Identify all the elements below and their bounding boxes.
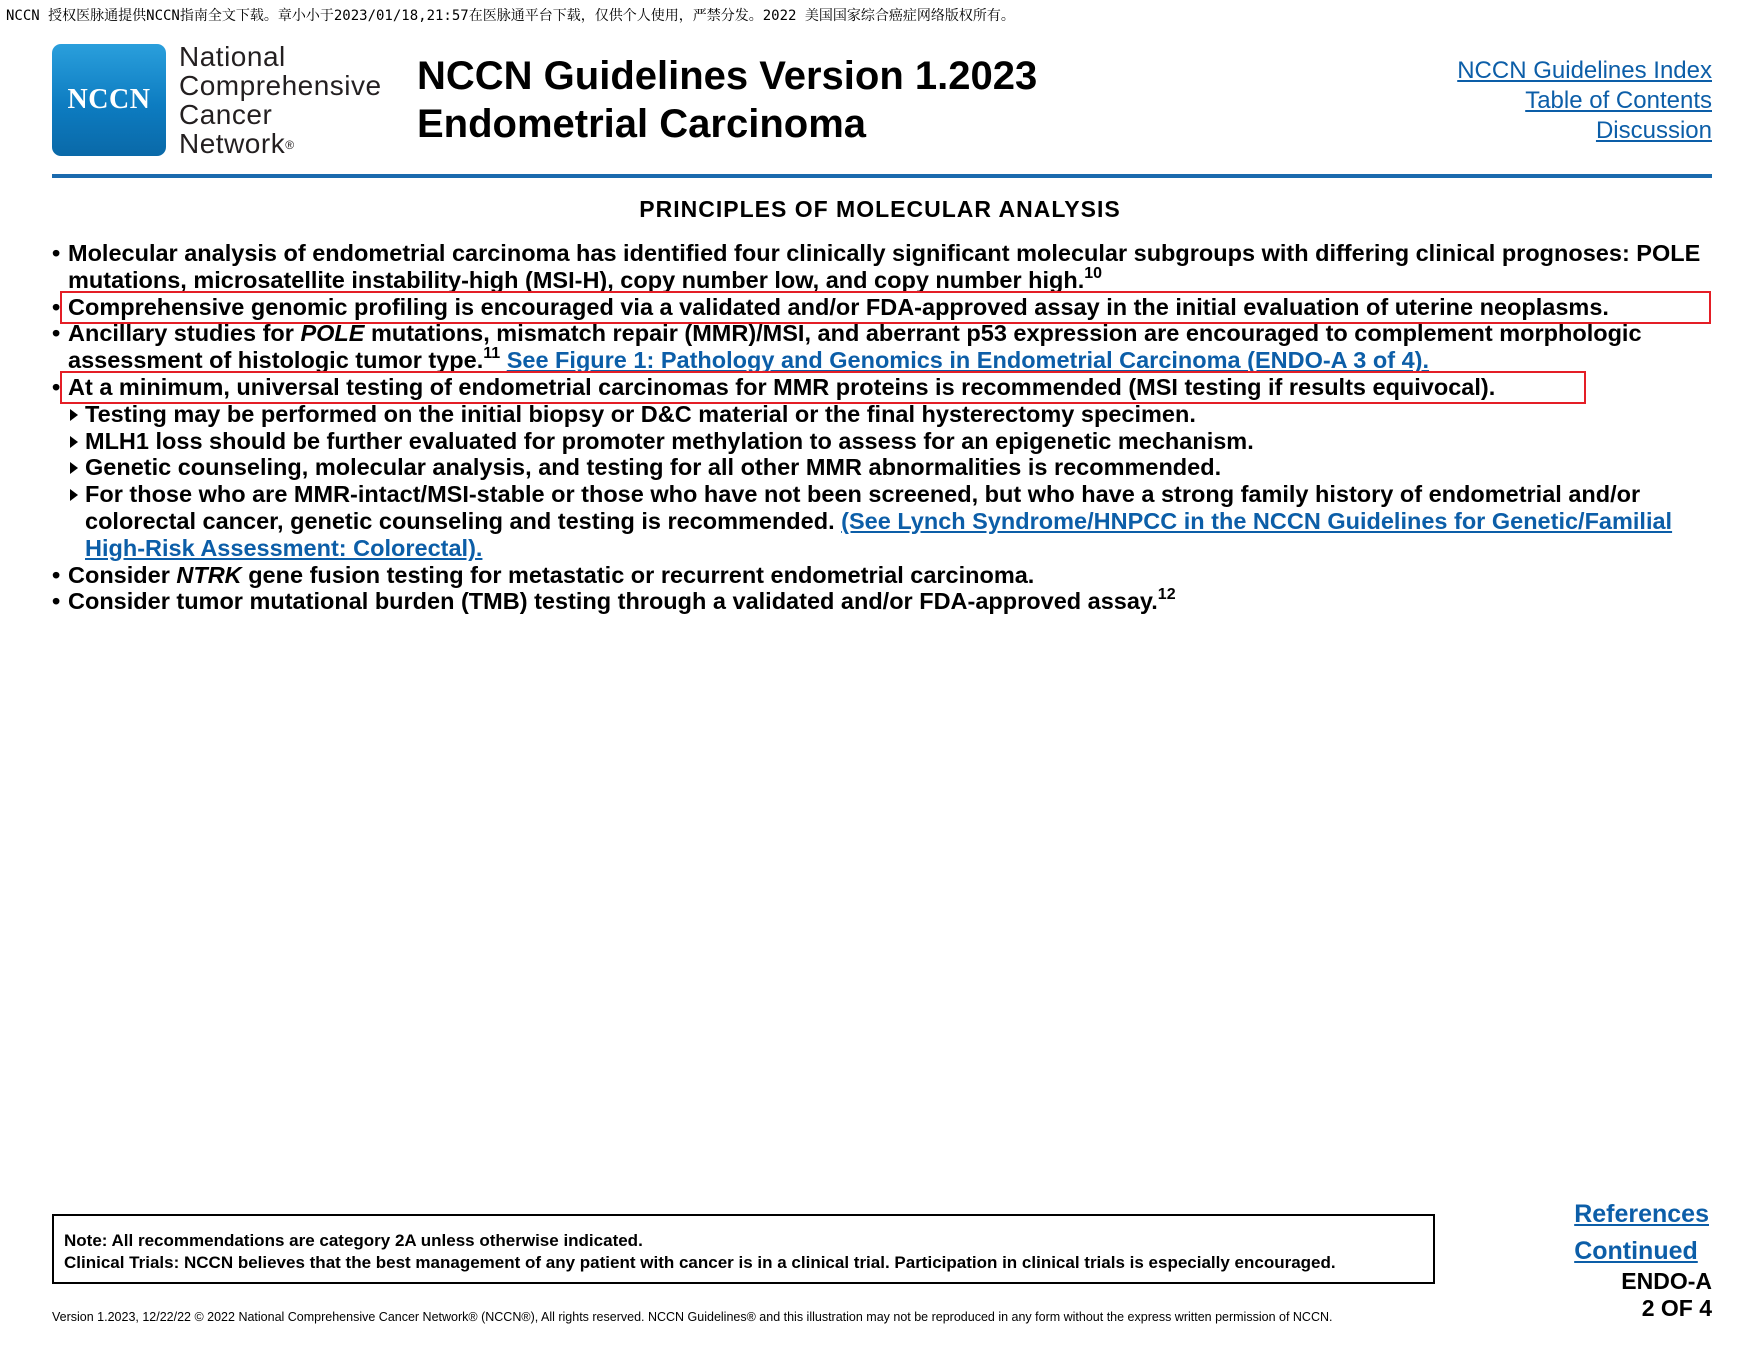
guideline-topic: Endometrial Carcinoma	[417, 102, 867, 146]
list-item	[52, 294, 1717, 321]
bottom-nav-links	[1574, 1196, 1709, 1270]
table-of-contents-link[interactable]: Table of Contents	[1525, 87, 1712, 114]
footnote-ref: 10	[1084, 264, 1103, 282]
note-box	[52, 1214, 1435, 1284]
figure-1-link[interactable]: See Figure 1: Pathology and Genomics in Endometrial Carcinoma (ENDO-A 3 of 4).	[506, 347, 1430, 374]
guideline-version: NCCN Guidelines Version 1.2023	[417, 54, 1038, 98]
sub-list-item: Genetic counseling, molecular analysis, and testing for all other MMR abnormalities is recommended.	[52, 454, 1717, 481]
registered-mark: ®	[285, 138, 295, 152]
footnote-ref: 12	[1157, 586, 1176, 604]
page-title	[417, 52, 1037, 148]
lynch-syndrome-link[interactable]: (See Lynch Syndrome/HNPCC in the NCCN Guidelines for Genetic/Familial High-Risk Assessment: Colorectal).	[85, 507, 1673, 561]
sub-list-item: Testing may be performed on the initial biopsy or D&C material or the final hysterectomy specimen.	[52, 401, 1717, 428]
discussion-link[interactable]: Discussion	[1595, 117, 1712, 144]
section-title: PRINCIPLES OF MOLECULAR ANALYSIS	[639, 196, 1121, 222]
sub-list-item: For those who are MMR-intact/MSI-stable or those who have not been screened, but who have a strong family history of endometrial and/or colorectal cancer, genetic counseling and testing is recommended. (See Lynch Syndrome/HNPCC in the NCCN Guidelines for Genetic/Familial High-Risk Assessment: Colorectal).	[52, 481, 1717, 561]
highlighted-text: Comprehensive genomic profiling is encouraged via a validated and/or FDA-approved assay in the initial evaluation of uterine neoplasms.	[68, 293, 1609, 320]
highlighted-text: At a minimum, universal testing of endometrial carcinomas for MMR proteins is recommended (MSI testing if results equivocal).	[68, 373, 1496, 400]
org-line: Network®	[179, 128, 295, 159]
logo-text: NCCN	[67, 84, 151, 115]
footnote-ref: 11	[483, 345, 501, 363]
clinical-trials-note: Clinical Trials: NCCN believes that the best management of any patient with cancer is in a clinical trial. Participation in clinical trials is especially encouraged.	[64, 1253, 1336, 1272]
category-note: Note: All recommendations are category 2A unless otherwise indicated.	[64, 1231, 643, 1250]
molecular-analysis-list	[52, 240, 1717, 615]
copyright-footer: Version 1.2023, 12/22/22 © 2022 National Comprehensive Cancer Network® (NCCN®), All rights reserved. NCCN Guidelines® and this illustration may not be reproduced in any form without the express written permission of NCCN.	[52, 1310, 1333, 1324]
list-item: • Molecular analysis of endometrial carcinoma has identified four clinically significant molecular subgroups with differing clinical prognoses: POLE mutations, microsatellite instability-high (MSI-H), copy number low, and copy number high.$^{10}$	[52, 240, 1717, 294]
org-line: Cancer	[179, 99, 273, 130]
org-line: Comprehensive	[179, 70, 382, 101]
list-item: • Consider tumor mutational burden (TMB) testing through a validated and/or FDA-approved assay.$^{12}$	[52, 588, 1717, 615]
download-watermark: NCCN 授权医脉通提供NCCN指南全文下载。章小小于2023/01/18,21:57在医脉通平台下载，仅供个人使用，严禁分发。2022 美国国家综合癌症网络版权所有。	[6, 8, 1015, 24]
org-name	[179, 42, 382, 158]
org-line: National	[179, 41, 286, 72]
page-identifier: ENDO-A 2 OF 4	[1621, 1268, 1712, 1321]
nccn-logo[interactable]	[52, 44, 166, 156]
header-divider	[52, 174, 1712, 178]
references-link[interactable]: References	[1574, 1200, 1709, 1228]
list-item: • Consider NTRK gene fusion testing for metastatic or recurrent endometrial carcinoma.	[52, 562, 1717, 589]
guidelines-index-link[interactable]: NCCN Guidelines Index	[1457, 57, 1712, 84]
top-nav-links	[1457, 56, 1712, 146]
continued-link[interactable]: Continued	[1574, 1237, 1698, 1265]
list-item: • Ancillary studies for POLE mutations, mismatch repair (MMR)/MSI, and aberrant p53 expression are encouraged to complement morphologic assessment of histologic tumor type.$^{11}$ See Figure 1: Pathology and Genomics in Endometrial Carcinoma (ENDO-A 3 of 4).	[52, 320, 1717, 374]
list-item	[52, 374, 1717, 401]
sub-list-item: MLH1 loss should be further evaluated for promoter methylation to assess for an epigenetic mechanism.	[52, 428, 1717, 455]
